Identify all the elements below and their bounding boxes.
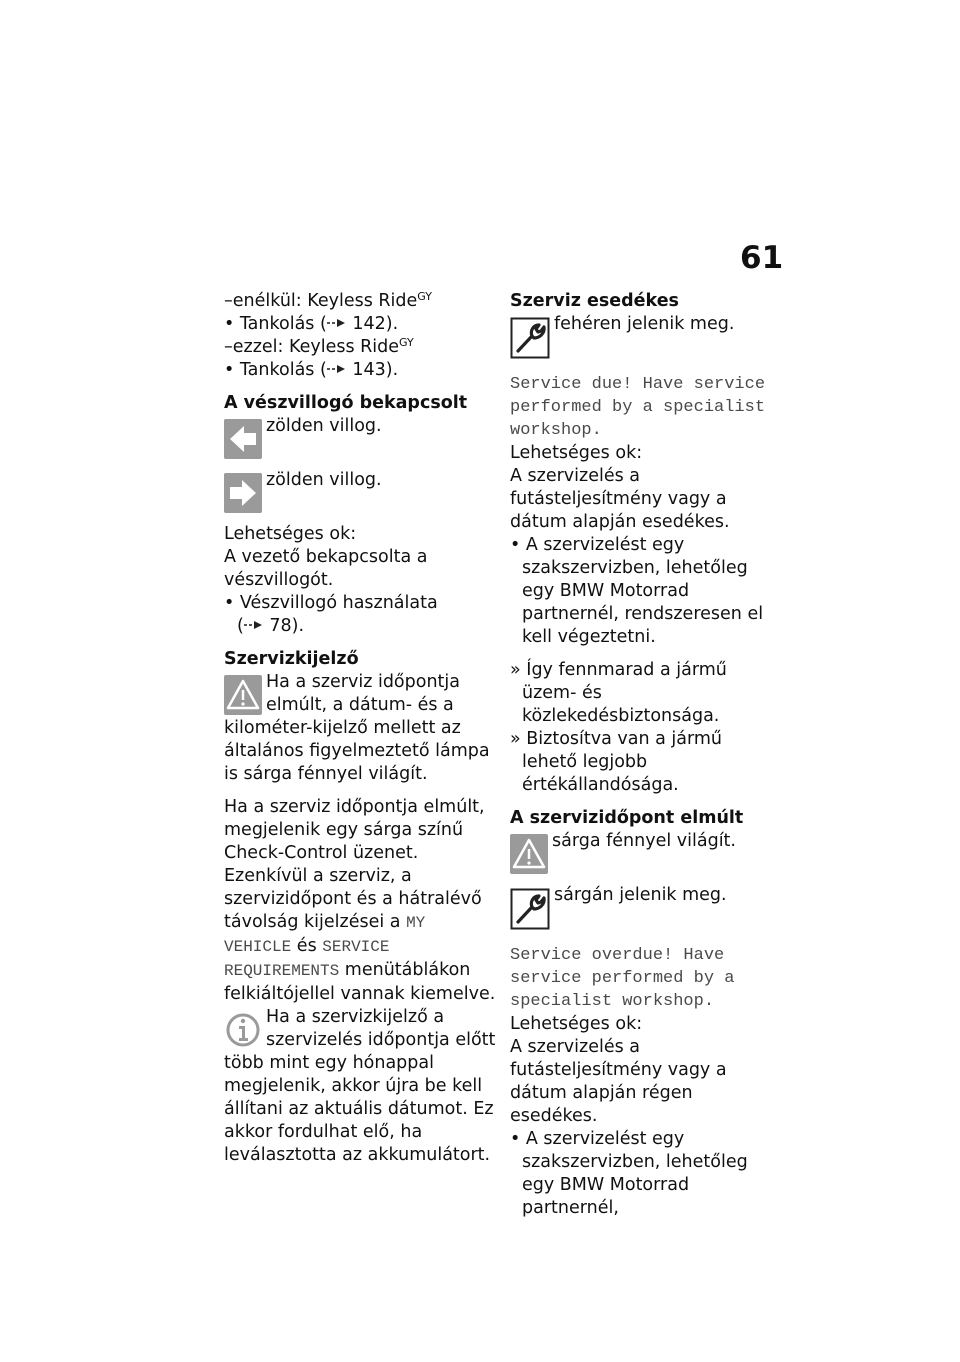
keyless-block (224, 290, 496, 382)
refuel-ref-1: • Tankolás ( 142). (224, 314, 399, 334)
warning-triangle-icon (510, 834, 548, 874)
without-keyless-line: –enélkül: Keyless Ride$^{GY}$ (224, 290, 432, 311)
hazard-left-row (224, 415, 496, 459)
service-due-instruction: • A szervizelést egy szakszervizben, lehetőleg egy BMW Motorrad partnernél, rendszeresen el kell végeztetni. (510, 535, 764, 647)
service-due-message: Service due! Have service performed by a specialist workshop. (510, 375, 766, 440)
service-overdue-possible-causes: Lehetséges ok: (510, 1014, 643, 1034)
service-indicator-info: Ha a szervizkijelző a szervizelés időpontja előtt több mint egy hónappal megjelenik, akkor újra be kell állítani az aktuális dátumot. Ez akkor fordulhat elő, ha leválasztotta az akkumulátort. (224, 1007, 496, 1165)
service-overdue-warning-row (510, 830, 772, 874)
service-overdue-icon-row (510, 884, 772, 930)
page-number: 61 (740, 240, 784, 276)
refuel-ref-2: • Tankolás ( 143). (224, 360, 399, 380)
service-due-result-2: » Biztosítva van a jármű lehető legjobb értékállandósága. (510, 729, 723, 795)
warning-triangle-icon (224, 675, 262, 715)
service-due-result-1: » Így fennmarad a jármű üzem- és közlekedésbiztonsága. (510, 660, 727, 726)
service-due-heading: Szerviz esedékes (510, 291, 679, 311)
arrow-left-icon (224, 419, 262, 459)
hazard-cause: A vezető bekapcsolta a vészvillogót. (224, 547, 428, 590)
right-column (510, 290, 772, 1220)
service-indicator-heading: Szervizkijelző (224, 649, 359, 669)
left-column (224, 290, 496, 1167)
hazard-right-row (224, 469, 496, 513)
arrow-right-icon (224, 473, 262, 513)
service-overdue-heading: A szervizidőpont elmúlt (510, 808, 744, 828)
hazard-possible-causes: Lehetséges ok: (224, 524, 357, 544)
service-overdue-icon-text: sárgán jelenik meg. (554, 885, 727, 905)
service-overdue-warning-text: sárga fénnyel világít. (552, 831, 736, 851)
service-due-cause: A szervizelés a futásteljesítmény vagy a dátum alapján esedékes. (510, 466, 730, 532)
hazard-usage-ref: • Vészvillogó használata ( 78). (224, 593, 438, 636)
with-keyless-line: –ezzel: Keyless Ride$^{GY}$ (224, 336, 414, 357)
service-due-icon-text: fehéren jelenik meg. (554, 314, 735, 334)
service-indicator-paragraph: Ha a szerviz időpontja elmúlt, megjelenik egy sárga színű Check-Control üzenet. Ezenkívül a szerviz, a szervizidőpont és a hátralévő távolság kijelzései a MY VEHICLE és SERVICE REQUIREMENTS menütáblákon felkiáltójellel vannak kiemelve. (224, 797, 496, 1004)
info-icon (224, 1010, 262, 1050)
wrench-icon (510, 317, 550, 359)
service-indicator-warning: Ha a szerviz időpontja elmúlt, a dátum- és a kilométer-kijelző mellett az általános figyelmeztető lámpa is sárga fénnyel világít. (224, 672, 490, 784)
page-reference-arrow-icon (244, 620, 264, 630)
hazard-heading: A vészvillogó bekapcsolt (224, 393, 468, 413)
wrench-icon (510, 888, 550, 930)
service-overdue-cause: A szervizelés a futásteljesítmény vagy a dátum alapján régen esedékes. (510, 1037, 727, 1126)
hazard-right-text: zölden villog. (266, 470, 382, 490)
hazard-left-text: zölden villog. (266, 416, 382, 436)
page-reference-arrow-icon (327, 364, 347, 374)
menu-my-vehicle: MY VEHICLE (224, 914, 426, 956)
page-reference-arrow-icon (327, 318, 347, 328)
service-overdue-message: Service overdue! Have service performed by a specialist workshop. (510, 946, 735, 1011)
menu-service-requirements: SERVICE REQUIREMENTS (224, 938, 390, 980)
service-due-possible-causes: Lehetséges ok: (510, 443, 643, 463)
service-overdue-instruction: • A szervizelést egy szakszervizben, lehetőleg egy BMW Motorrad partnernél, (510, 1129, 748, 1218)
service-due-icon-row (510, 313, 772, 359)
